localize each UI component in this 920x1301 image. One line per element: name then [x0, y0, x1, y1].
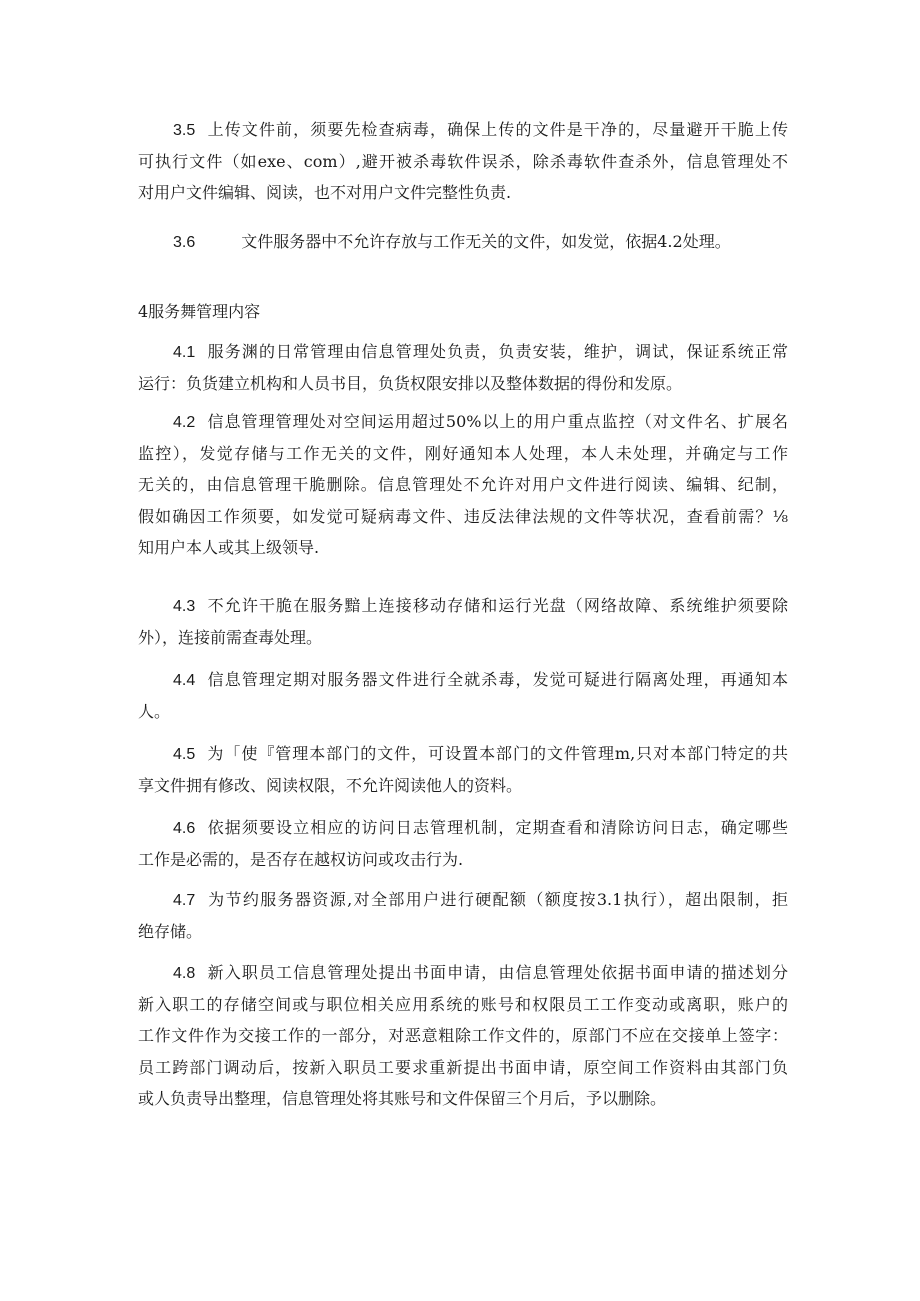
paragraph-4-7	[138, 884, 788, 947]
paragraph-line: 监控），发觉存储与工作无关的文件，刚好通知本人处理，本人未处理，并确定与工作	[138, 443, 788, 463]
clause-number: 4.8	[173, 965, 196, 982]
paragraph-line: 无关的，由信息管理干脆删除。信息管理处不允许对用户文件进行阅读、编辑、纪制，	[138, 475, 788, 494]
clause-number: 4.7	[173, 892, 196, 909]
paragraph-line: 为节约服务器资源,对全部用户进行硬配额（额度按3.1执行），超出限制，拒	[208, 890, 788, 909]
paragraph-line: 外），连接前需查毒处理。	[138, 627, 323, 647]
paragraph-line: 对用户文件编辑、阅读，也不对用户文件完整性负责.	[138, 183, 512, 202]
paragraph-line: 假如确因工作须要，如发觉可疑病毒文件、违反法律法规的文件等状况，查看前需？⅛	[138, 506, 788, 526]
paragraph-line: 服务渊的日常管理由信息管理处负责，负责安装，维护，调试，保证系统正常	[207, 342, 789, 361]
clause-number: 4.4	[173, 672, 196, 689]
paragraph-line: 可执行文件（如exe、com）,避开被杀毒软件误杀，除杀毒软件查杀外，信息管理处不	[138, 151, 788, 171]
paragraph-line: 运行：负货建立机构和人员书目，负货权限安排以及整体数据的得份和发原。	[138, 373, 683, 393]
paragraph-line: 文件服务器中不允许存放与工作无关的文件，如发觉，依据4.2处理。	[241, 232, 731, 251]
paragraph-line: 新入职工的存储空间或与职位相关应用系统的账号和权限员工工作变动或离职，账户的	[138, 994, 788, 1014]
clause-number: 4.5	[173, 746, 196, 763]
clause-number: 4.1	[173, 344, 196, 361]
paragraph-4-1	[138, 336, 788, 399]
paragraph-line: 或人负责导出整理，信息管理处将其账号和文件保留三个月后，予以删除。	[138, 1089, 667, 1108]
paragraph-line: 知用户本人或其上级领导.	[138, 538, 320, 557]
paragraph-line: 工作是必需的，是否存在越权访问或攻击行为.	[138, 849, 464, 869]
paragraph-4-4	[138, 664, 788, 727]
paragraph-line: 人。	[138, 701, 171, 721]
clause-number: 4.3	[173, 598, 196, 615]
paragraph-4-5	[138, 738, 788, 801]
paragraph-line: 信息管理管理处对空间运用超过50%以上的用户重点监控（对文件名、扩展名	[207, 412, 788, 431]
paragraph-line: 工作文件作为交接工作的一部分，对恶意粗除工作文件的，原部门不应在交接单上签字：	[138, 1026, 788, 1045]
paragraph-3-5	[138, 114, 788, 209]
paragraph-line: 绝存储。	[138, 921, 203, 941]
paragraph-line: 员工跨部门调动后，按新入职员工要求重新提出书面申请，原空间工作资料由其部门负	[138, 1057, 788, 1077]
paragraph-line: 为「使『管理本部门的文件，可设置本部门的文件管理m,只对本部门特定的共	[207, 744, 789, 763]
section-heading: 4服务舞管理内容	[138, 302, 261, 321]
paragraph-line: 享文件拥有修改、阅读权限，不允许阅读他人的资料。	[138, 775, 523, 795]
paragraph-line: 依据须要设立相应的访问日志管理机制，定期查看和清除访问日志，确定哪些	[207, 818, 789, 837]
paragraph-4-8	[138, 957, 788, 1115]
paragraph-4-3	[138, 590, 788, 653]
clause-number: 3.5	[173, 122, 196, 139]
paragraph-line: 新入职员工信息管理处提出书面申请，由信息管理处依据书面申请的描述划分	[207, 963, 789, 982]
clause-number: 3.6	[173, 234, 196, 251]
paragraph-line: 上传文件前，须要先检查病毒，确保上传的文件是干净的，尽量避开干脆上传	[207, 120, 789, 139]
paragraph-line: 不允许干脆在服务黯上连接移动存储和运行光盘（网络故障、系统维护须要除	[207, 596, 789, 615]
paragraph-4-2	[138, 406, 788, 564]
paragraph-line: 信息管理定期对服务器文件进行全就杀毒，发觉可疑进行隔离处理，再通知本	[207, 670, 789, 689]
paragraph-3-6	[138, 226, 788, 258]
clause-number: 4.2	[173, 414, 196, 431]
paragraph-4-6	[138, 812, 788, 875]
clause-number: 4.6	[173, 820, 196, 837]
